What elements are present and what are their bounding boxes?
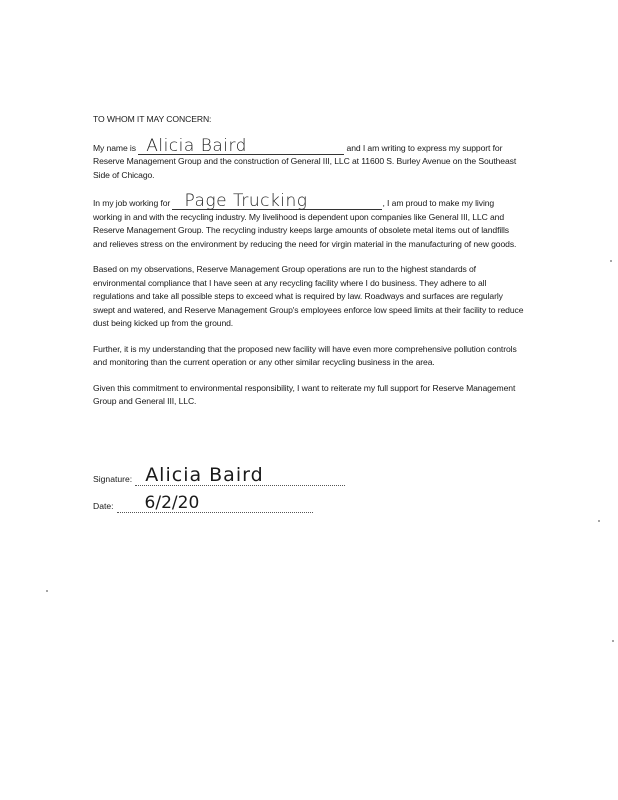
date-row [93,494,345,513]
salutation: TO WHOM IT MAY CONCERN: [93,114,212,124]
handwritten-company: Page Trucking [172,194,382,210]
date-label: Date: [93,501,114,511]
paragraph-intro [93,135,525,183]
scan-speck [612,640,614,642]
intro-prefix: My name is [93,142,136,153]
paragraph-closing: Given this commitment to environmental responsibility, I want to reiterate my full support for Reserve Management Group and General III, LLC. [93,382,516,406]
employer-suffix: , I am proud to make my living working in and with the recycling industry. My livelihood is dependent upon companies like General III, LLC and Reserve Management Group. The recycling industry keeps large amounts of obsolete metal items out of landfills and relieves stress on the environment by reducing the need for virgin material in the manufacturing of new goods. [93,198,517,249]
scan-speck [598,520,600,522]
signature-block [93,465,345,521]
paragraph-new-facility: Further, it is my understanding that the proposed new facility will have even more comprehensive pollution controls and monitoring than the current operation or any other similar recycling business in the area. [93,343,517,367]
letter-body [93,113,525,421]
signature-row [93,465,345,486]
date-value: 6/2/20 [117,494,313,513]
signature-value: Alicia Baird [135,465,345,486]
scan-speck [46,590,48,592]
paragraph-employer [93,191,525,251]
employer-prefix: In my job working for [93,198,171,208]
signature-label: Signature: [93,474,133,484]
handwritten-name: Alicia Baird [138,139,344,155]
scan-speck [610,260,612,262]
intro-suffix: and I am writing to express my support for Reserve Management Group and the construction of General III, LLC at 11600 S. Burley Avenue on the Southeast Side of Chicago. [93,142,517,180]
paragraph-observations: Based on my observations, Reserve Management Group operations are run to the highest standards of environmental compliance that I have seen at any recycling facility where I do business. They adhere to all regulations and take all possible steps to exceed what is required by law. Roadways and surfaces are regularly swept and watered, and Reserve Management Group's employees enforce low speed limits at their facility to reduce dust being kicked up from the ground. [93,264,524,328]
